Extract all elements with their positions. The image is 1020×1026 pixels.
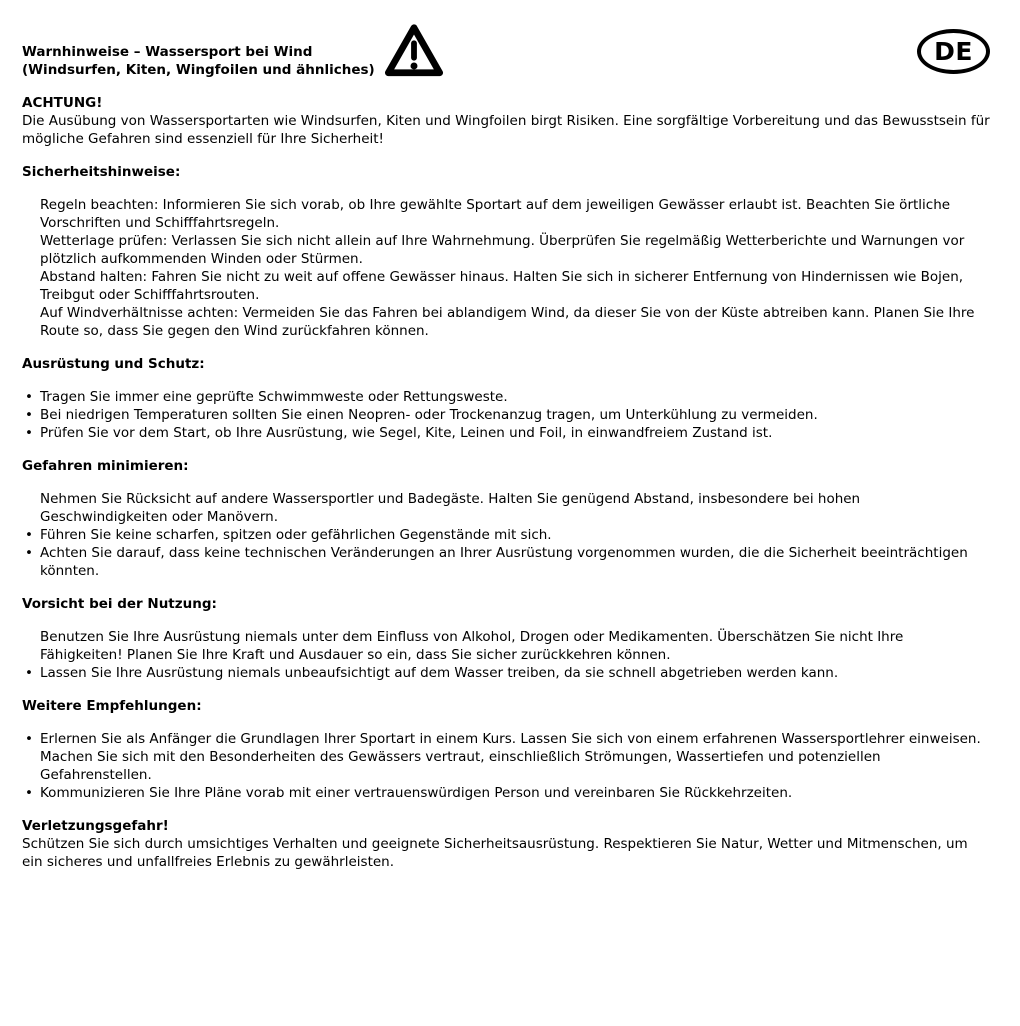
title-line-1: Warnhinweise – Wassersport bei Wind [22, 44, 313, 60]
list-item [22, 748, 990, 784]
list-item [22, 388, 990, 406]
list-item [22, 196, 990, 232]
list-item-text: Abstand halten: Fahren Sie nicht zu weit auf offene Gewässer hinaus. Halten Sie sich in sicherer Entfernung von Hindernissen wie Bojen, Treibgut oder Schifffahrtsrouten. [40, 269, 964, 303]
list-item-text: Schützen Sie sich durch umsichtiges Verhalten und geeignete Sicherheitsausrüstung. Respektieren Sie Natur, Wetter und Mitmenschen, um ein sicheres und unfallfreies Erlebnis zu gewährleisten. [22, 836, 968, 870]
document-section [22, 697, 990, 802]
list-item-text: Nehmen Sie Rücksicht auf andere Wassersportler und Badegäste. Halten Sie genügend Abstand, insbesondere bei hohen Geschwindigkeiten oder Manövern. [40, 491, 861, 525]
document-section [22, 94, 990, 148]
section-items [22, 835, 990, 871]
list-item-text: Bei niedrigen Temperaturen sollten Sie einen Neopren- oder Trockenanzug tragen, um Unterkühlung zu vermeiden. [40, 407, 818, 423]
list-item-text: Kommunizieren Sie Ihre Pläne vorab mit einer vertrauenswürdigen Person und vereinbaren Sie Rückkehrzeiten. [40, 785, 793, 801]
list-item [22, 628, 990, 664]
bullet-marker: • [25, 527, 33, 543]
list-item [22, 268, 990, 304]
list-item [22, 664, 990, 682]
bullet-marker: • [25, 425, 33, 441]
page-title [22, 43, 375, 79]
document-section [22, 595, 990, 682]
list-item [22, 526, 990, 544]
bullet-marker: • [25, 731, 33, 747]
document-section [22, 355, 990, 442]
list-item-text: Regeln beachten: Informieren Sie sich vorab, ob Ihre gewählte Sportart auf dem jeweiligen Gewässer erlaubt ist. Beachten Sie örtliche Vorschriften und Schifffahrtsregeln. [40, 197, 951, 231]
section-items [22, 628, 990, 682]
section-items [22, 730, 990, 802]
section-heading: Ausrüstung und Schutz: [22, 356, 205, 372]
list-item [22, 304, 990, 340]
document-section [22, 163, 990, 340]
list-item-text: Erlernen Sie als Anfänger die Grundlagen Ihrer Sportart in einem Kurs. Lassen Sie sich von einem erfahrenen Wassersportlehrer einweisen. [40, 731, 981, 747]
list-item [22, 730, 990, 748]
list-item-text: Die Ausübung von Wassersportarten wie Windsurfen, Kiten und Wingfoilen birgt Risiken. Eine sorgfältige Vorbereitung und das Bewusstsein für mögliche Gefahren sind essenziell für Ihre Sicherheit! [22, 113, 990, 147]
list-item-text: Benutzen Sie Ihre Ausrüstung niemals unter dem Einfluss von Alkohol, Drogen oder Medikamenten. Überschätzen Sie nicht Ihre Fähigkeiten! Planen Sie Ihre Kraft und Ausdauer so ein, dass Sie sicher zurückkehren können. [40, 629, 904, 663]
section-heading: Sicherheitshinweise: [22, 164, 181, 180]
list-item-text: Achten Sie darauf, dass keine technischen Veränderungen an Ihrer Ausrüstung vorgenommen wurden, die die Sicherheit beeinträchtigen könnten. [40, 545, 968, 579]
list-item-text: Lassen Sie Ihre Ausrüstung niemals unbeaufsichtigt auf dem Wasser treiben, da sie schnell abgetrieben werden kann. [40, 665, 839, 681]
section-items [22, 112, 990, 148]
list-item-text: Wetterlage prüfen: Verlassen Sie sich nicht allein auf Ihre Wahrnehmung. Überprüfen Sie regelmäßig Wetterberichte und Warnungen vor plötzlich aufkommenden Winden oder Stürmen. [40, 233, 965, 267]
document-header [22, 21, 990, 79]
list-item-text: Führen Sie keine scharfen, spitzen oder gefährlichen Gegenstände mit sich. [40, 527, 552, 543]
bullet-marker: • [25, 407, 33, 423]
section-heading: ACHTUNG! [22, 95, 103, 111]
bullet-marker: • [25, 389, 33, 405]
document-section [22, 457, 990, 580]
language-badge-label: DE [934, 36, 973, 66]
list-item [22, 406, 990, 424]
list-item [22, 835, 990, 871]
list-item-text: Auf Windverhältnisse achten: Vermeiden Sie das Fahren bei ablandigem Wind, da dieser Sie von der Küste abtreiben kann. Planen Sie Ihre Route so, dass Sie gegen den Wind zurückfahren können. [40, 305, 975, 339]
list-item-text: Machen Sie sich mit den Besonderheiten des Gewässers vertraut, einschließlich Strömungen, Wassertiefen und potenziellen Gefahrenstellen. [40, 749, 881, 783]
list-item [22, 784, 990, 802]
document-section [22, 817, 990, 871]
section-items [22, 388, 990, 442]
list-item [22, 112, 990, 148]
section-heading: Gefahren minimieren: [22, 458, 189, 474]
warning-triangle-icon [384, 21, 444, 79]
section-items [22, 196, 990, 340]
section-heading: Verletzungsgefahr! [22, 818, 169, 834]
document-body [22, 94, 990, 871]
title-line-2: (Windsurfen, Kiten, Wingfoilen und ähnliches) [22, 62, 375, 78]
bullet-marker: • [25, 665, 33, 681]
section-heading: Vorsicht bei der Nutzung: [22, 596, 217, 612]
language-badge [917, 29, 990, 74]
list-item [22, 232, 990, 268]
list-item-text: Tragen Sie immer eine geprüfte Schwimmweste oder Rettungsweste. [40, 389, 508, 405]
section-heading: Weitere Empfehlungen: [22, 698, 202, 714]
bullet-marker: • [25, 785, 33, 801]
bullet-marker: • [25, 545, 33, 561]
list-item-text: Prüfen Sie vor dem Start, ob Ihre Ausrüstung, wie Segel, Kite, Leinen und Foil, in einwandfreiem Zustand ist. [40, 425, 773, 441]
list-item [22, 490, 990, 526]
section-items [22, 490, 990, 580]
list-item [22, 424, 990, 442]
list-item [22, 544, 990, 580]
